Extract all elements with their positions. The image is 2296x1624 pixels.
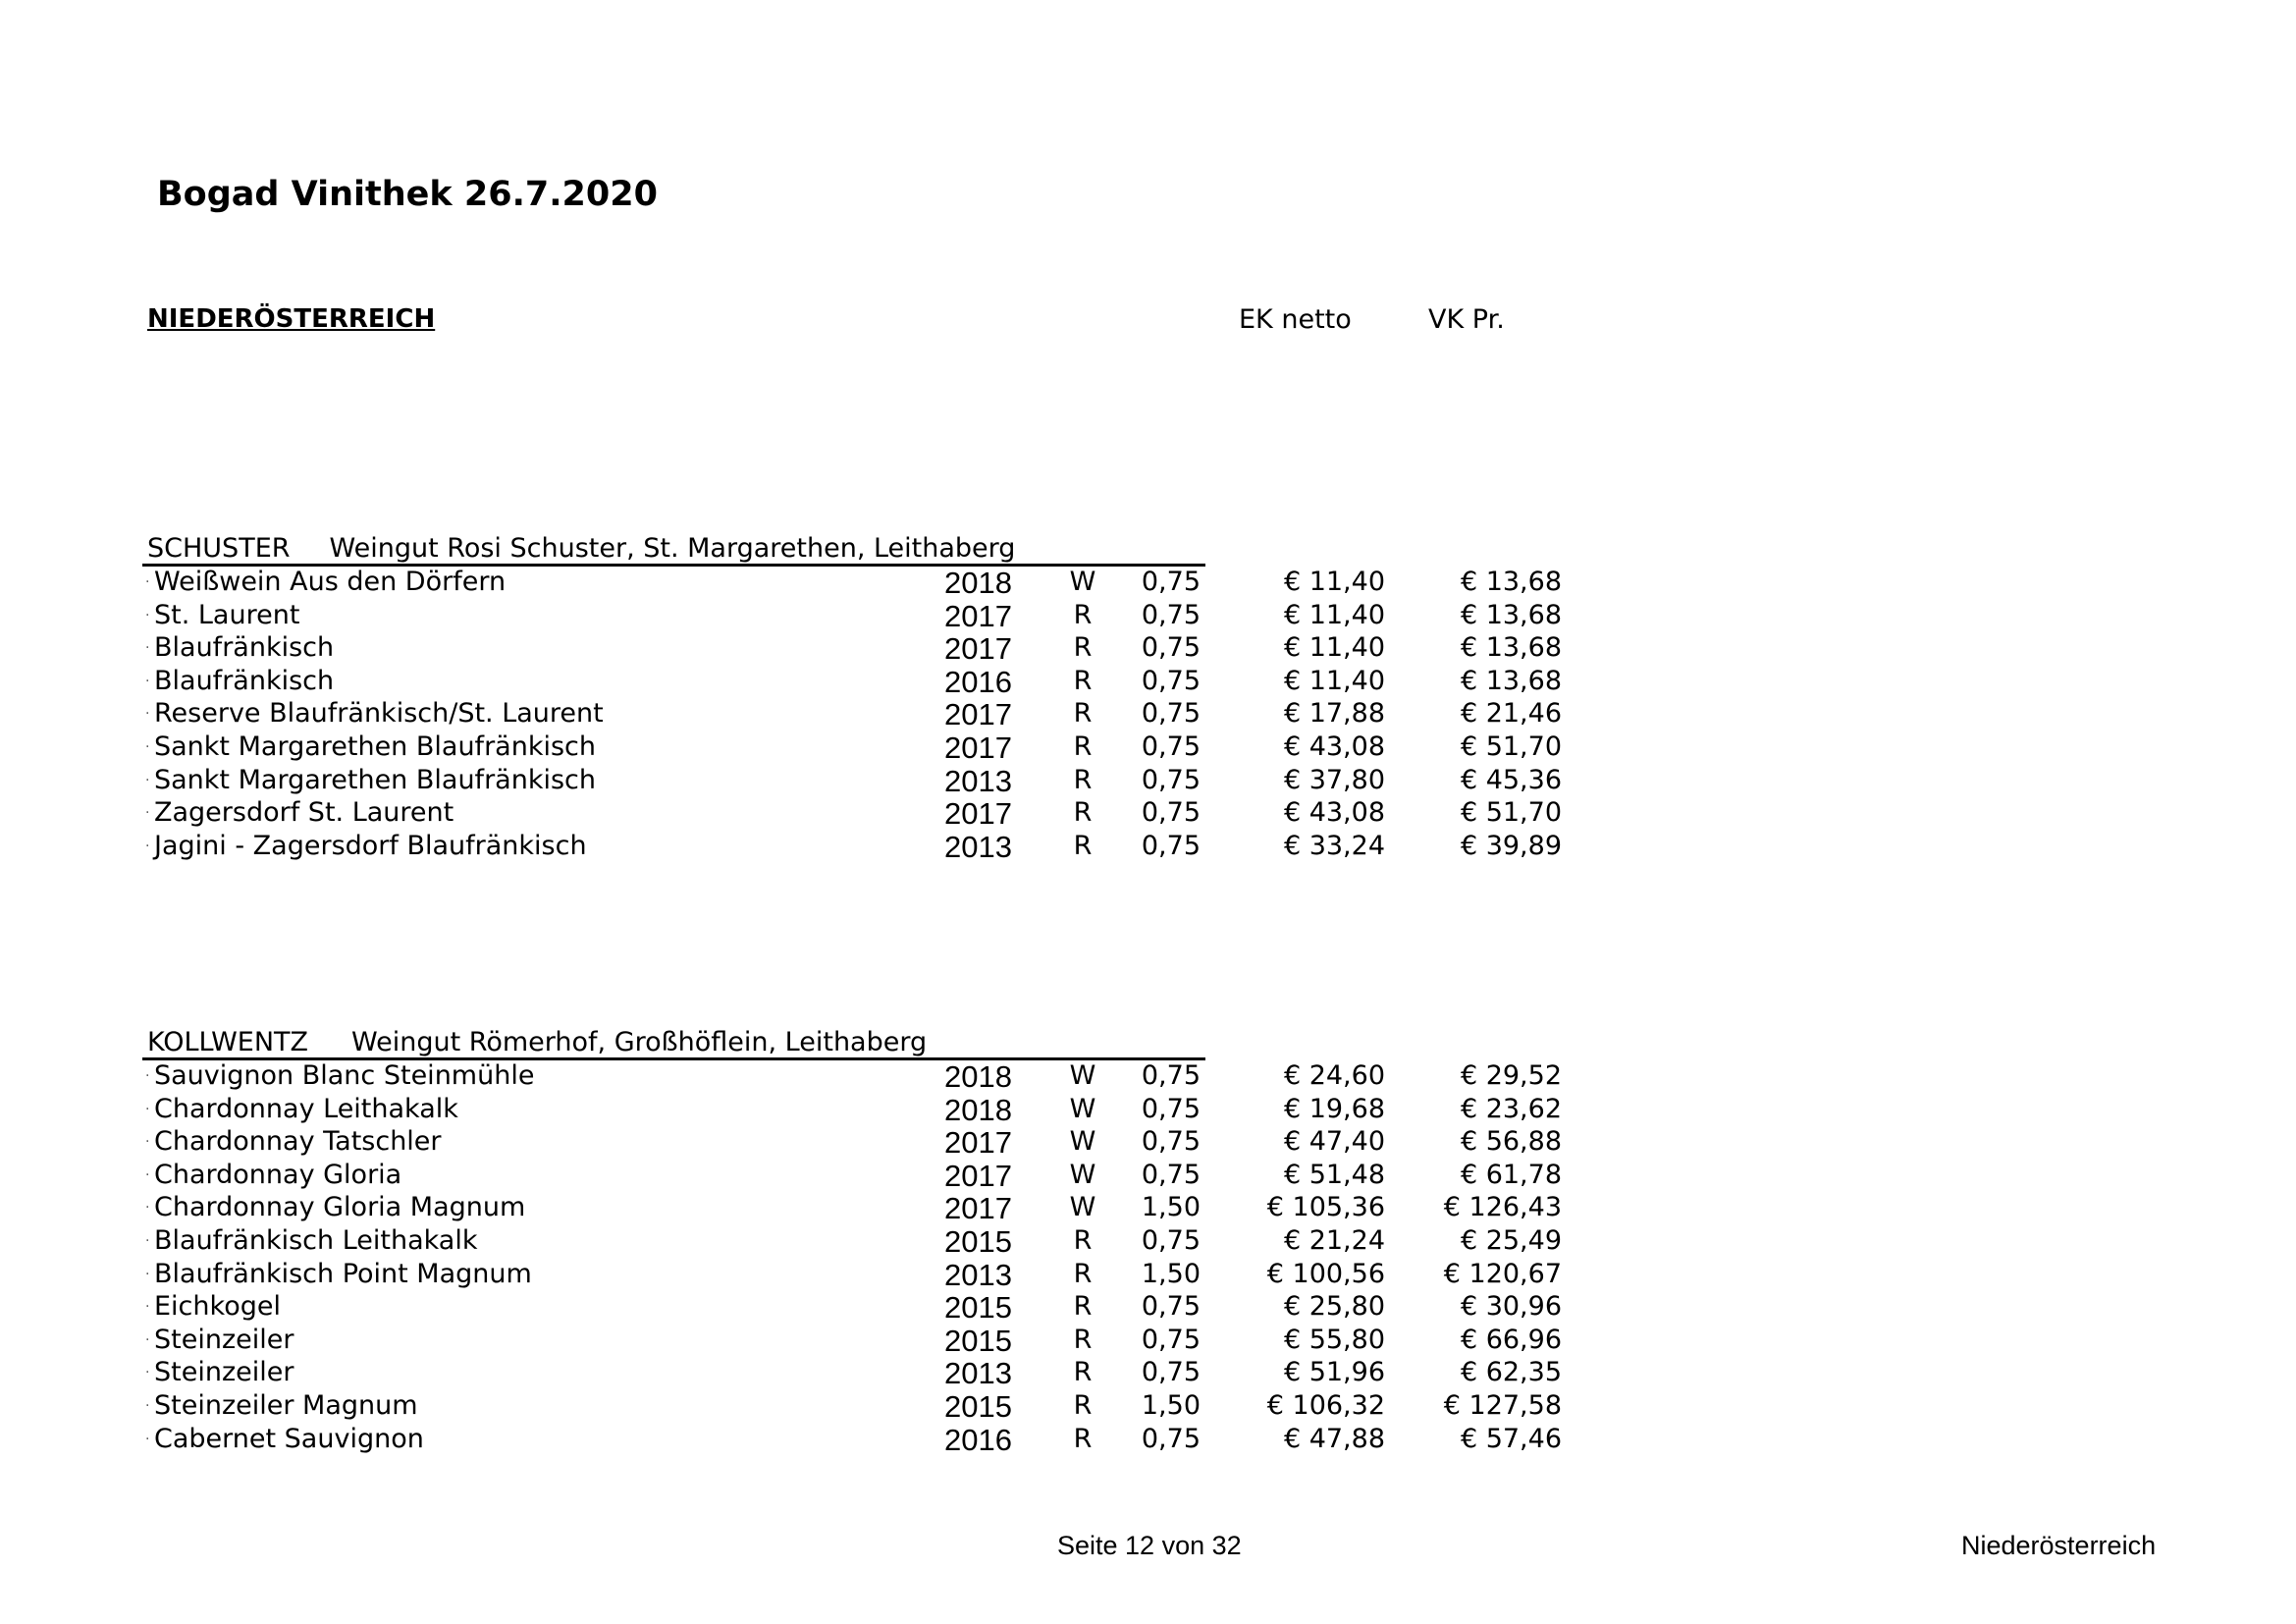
wine-volume: 0,75 bbox=[1141, 567, 1201, 597]
wine-row bbox=[0, 1291, 2296, 1325]
row-marker: · bbox=[145, 838, 150, 854]
wine-volume: 0,75 bbox=[1141, 698, 1201, 730]
wine-name: Blaufränkisch Point Magnum bbox=[154, 1258, 532, 1289]
wine-vk-price: € 25,49 bbox=[1460, 1225, 1562, 1256]
wine-row bbox=[0, 698, 2296, 731]
wine-row bbox=[0, 831, 2296, 864]
wine-row bbox=[0, 731, 2296, 765]
wine-type: W bbox=[1069, 1126, 1096, 1158]
wine-name: Eichkogel bbox=[154, 1291, 281, 1323]
wine-name: Sauvignon Blanc Steinmühle bbox=[154, 1060, 535, 1091]
wine-row bbox=[0, 1192, 2296, 1225]
wine-row bbox=[0, 1060, 2296, 1094]
row-marker: · bbox=[145, 1299, 150, 1316]
producer-name: KOLLWENTZ bbox=[147, 1027, 309, 1057]
wine-type: R bbox=[1073, 830, 1093, 861]
wine-vk-price: € 13,68 bbox=[1460, 632, 1562, 664]
column-header-ek-netto: EK netto bbox=[1239, 304, 1352, 335]
wine-type: W bbox=[1069, 1060, 1096, 1091]
wine-volume: 0,75 bbox=[1141, 1126, 1201, 1158]
row-marker: · bbox=[145, 1266, 150, 1282]
wine-vk-price: € 62,35 bbox=[1460, 1357, 1562, 1388]
wine-vk-price: € 61,78 bbox=[1460, 1159, 1562, 1190]
wine-row bbox=[0, 1325, 2296, 1358]
document-title: Bogad Vinithek 26.7.2020 bbox=[157, 175, 658, 214]
wine-type: R bbox=[1073, 1357, 1093, 1388]
wine-ek-netto: € 51,48 bbox=[1283, 1159, 1385, 1190]
wine-name: Steinzeiler Magnum bbox=[154, 1390, 418, 1421]
wine-volume: 0,75 bbox=[1141, 1291, 1201, 1323]
wine-volume: 0,75 bbox=[1141, 1159, 1201, 1190]
producer-name: SCHUSTER bbox=[147, 533, 291, 564]
wine-volume: 0,75 bbox=[1141, 1324, 1201, 1355]
wine-volume: 0,75 bbox=[1141, 797, 1201, 829]
wine-row bbox=[0, 1424, 2296, 1457]
wine-name: Blaufränkisch bbox=[154, 632, 335, 664]
wine-volume: 1,50 bbox=[1141, 1258, 1201, 1289]
wine-vintage: 2015 bbox=[944, 1290, 1012, 1326]
wine-vintage: 2018 bbox=[944, 1092, 1012, 1127]
wine-vk-price: € 23,62 bbox=[1460, 1093, 1562, 1124]
wine-name: Sankt Margarethen Blaufränkisch bbox=[154, 731, 596, 762]
wine-type: R bbox=[1073, 1390, 1093, 1421]
wine-vintage: 2018 bbox=[944, 566, 1012, 600]
row-marker: · bbox=[145, 1166, 150, 1183]
wine-vk-price: € 66,96 bbox=[1460, 1324, 1562, 1355]
wine-type: R bbox=[1073, 764, 1093, 795]
wine-volume: 0,75 bbox=[1141, 830, 1201, 861]
row-marker: · bbox=[145, 1365, 150, 1381]
wine-type: W bbox=[1069, 1192, 1096, 1223]
producer-description: Weingut Rosi Schuster, St. Margarethen, Leithaberg bbox=[329, 533, 1016, 564]
wine-vk-price: € 126,43 bbox=[1443, 1192, 1562, 1223]
wine-vk-price: € 57,46 bbox=[1460, 1423, 1562, 1454]
wine-type: R bbox=[1073, 665, 1093, 696]
wine-vintage: 2017 bbox=[944, 631, 1012, 667]
wine-row bbox=[0, 1126, 2296, 1160]
wine-name: Jagini - Zagersdorf Blaufränkisch bbox=[154, 830, 587, 861]
wine-vk-price: € 51,70 bbox=[1460, 731, 1562, 762]
wine-ek-netto: € 47,40 bbox=[1283, 1126, 1385, 1158]
row-marker: · bbox=[145, 706, 150, 723]
wine-row bbox=[0, 600, 2296, 633]
wine-ek-netto: € 24,60 bbox=[1283, 1060, 1385, 1091]
wine-vintage: 2017 bbox=[944, 1158, 1012, 1193]
wine-vintage: 2013 bbox=[944, 1356, 1012, 1391]
wine-vintage: 2016 bbox=[944, 664, 1012, 699]
wine-vk-price: € 13,68 bbox=[1460, 599, 1562, 630]
wine-vintage: 2015 bbox=[944, 1224, 1012, 1259]
wine-ek-netto: € 47,88 bbox=[1283, 1423, 1385, 1454]
wine-type: R bbox=[1073, 632, 1093, 664]
wine-vintage: 2018 bbox=[944, 1059, 1012, 1094]
wine-vintage: 2017 bbox=[944, 1191, 1012, 1226]
wine-row bbox=[0, 1225, 2296, 1259]
row-marker: · bbox=[145, 1331, 150, 1348]
wine-row bbox=[0, 765, 2296, 798]
wine-ek-netto: € 17,88 bbox=[1283, 698, 1385, 730]
wine-row bbox=[0, 1390, 2296, 1424]
wine-name: St. Laurent bbox=[154, 599, 300, 630]
wine-vintage: 2016 bbox=[944, 1422, 1012, 1457]
wine-vk-price: € 29,52 bbox=[1460, 1060, 1562, 1091]
wine-row bbox=[0, 632, 2296, 666]
wine-ek-netto: € 51,96 bbox=[1283, 1357, 1385, 1388]
wine-volume: 0,75 bbox=[1141, 599, 1201, 630]
wine-name: Zagersdorf St. Laurent bbox=[154, 797, 454, 829]
wine-name: Chardonnay Gloria bbox=[154, 1159, 402, 1190]
wine-row bbox=[0, 1357, 2296, 1390]
wine-volume: 0,75 bbox=[1141, 665, 1201, 696]
wine-type: R bbox=[1073, 1324, 1093, 1355]
row-marker: · bbox=[145, 739, 150, 755]
wine-name: Chardonnay Tatschler bbox=[154, 1126, 442, 1158]
wine-volume: 0,75 bbox=[1141, 1357, 1201, 1388]
wine-volume: 1,50 bbox=[1141, 1192, 1201, 1223]
wine-vintage: 2017 bbox=[944, 1125, 1012, 1161]
wine-vk-price: € 13,68 bbox=[1460, 665, 1562, 696]
row-marker: · bbox=[145, 640, 150, 657]
wine-type: R bbox=[1073, 731, 1093, 762]
wine-vk-price: € 13,68 bbox=[1460, 567, 1562, 597]
row-marker: · bbox=[145, 772, 150, 788]
wine-name: Weißwein Aus den Dörfern bbox=[154, 567, 507, 597]
wine-type: R bbox=[1073, 797, 1093, 829]
wine-vk-price: € 21,46 bbox=[1460, 698, 1562, 730]
row-marker: · bbox=[145, 1101, 150, 1117]
wine-row bbox=[0, 1259, 2296, 1292]
wine-vintage: 2013 bbox=[944, 829, 1012, 864]
producer-description: Weingut Römerhof, Großhöflein, Leithaberg bbox=[351, 1027, 928, 1057]
wine-vintage: 2013 bbox=[944, 1257, 1012, 1292]
row-marker: · bbox=[145, 805, 150, 822]
wine-type: R bbox=[1073, 1291, 1093, 1323]
wine-ek-netto: € 55,80 bbox=[1283, 1324, 1385, 1355]
wine-ek-netto: € 11,40 bbox=[1283, 567, 1385, 597]
wine-ek-netto: € 33,24 bbox=[1283, 830, 1385, 861]
wine-ek-netto: € 11,40 bbox=[1283, 665, 1385, 696]
row-marker: · bbox=[145, 607, 150, 623]
row-marker: · bbox=[145, 1233, 150, 1249]
producer-heading bbox=[147, 533, 1015, 564]
wine-name: Sankt Margarethen Blaufränkisch bbox=[154, 764, 596, 795]
wine-name: Chardonnay Leithakalk bbox=[154, 1093, 458, 1124]
wine-vk-price: € 39,89 bbox=[1460, 830, 1562, 861]
wine-ek-netto: € 25,80 bbox=[1283, 1291, 1385, 1323]
wine-vk-price: € 30,96 bbox=[1460, 1291, 1562, 1323]
wine-row bbox=[0, 797, 2296, 831]
wine-type: W bbox=[1069, 1093, 1096, 1124]
wine-type: R bbox=[1073, 1258, 1093, 1289]
wine-vk-price: € 56,88 bbox=[1460, 1126, 1562, 1158]
wine-vintage: 2015 bbox=[944, 1389, 1012, 1424]
row-marker: · bbox=[145, 1068, 150, 1084]
wine-ek-netto: € 106,32 bbox=[1266, 1390, 1385, 1421]
wine-volume: 0,75 bbox=[1141, 1060, 1201, 1091]
wine-type: W bbox=[1069, 567, 1096, 597]
wine-volume: 0,75 bbox=[1141, 731, 1201, 762]
wine-name: Reserve Blaufränkisch/St. Laurent bbox=[154, 698, 604, 730]
wine-ek-netto: € 100,56 bbox=[1266, 1258, 1385, 1289]
wine-type: R bbox=[1073, 1423, 1093, 1454]
wine-volume: 1,50 bbox=[1141, 1390, 1201, 1421]
row-marker: · bbox=[145, 1134, 150, 1151]
wine-ek-netto: € 11,40 bbox=[1283, 599, 1385, 630]
wine-volume: 0,75 bbox=[1141, 1225, 1201, 1256]
row-marker: · bbox=[145, 1398, 150, 1414]
wine-type: R bbox=[1073, 698, 1093, 730]
wine-vintage: 2013 bbox=[944, 763, 1012, 798]
wine-vk-price: € 120,67 bbox=[1443, 1258, 1562, 1289]
wine-volume: 0,75 bbox=[1141, 764, 1201, 795]
row-marker: · bbox=[145, 1200, 150, 1217]
wine-name: Chardonnay Gloria Magnum bbox=[154, 1192, 526, 1223]
wine-vintage: 2017 bbox=[944, 598, 1012, 633]
wine-vk-price: € 51,70 bbox=[1460, 797, 1562, 829]
wine-vintage: 2017 bbox=[944, 697, 1012, 732]
region-heading: NIEDERÖSTERREICH bbox=[147, 304, 436, 334]
wine-vk-price: € 127,58 bbox=[1443, 1390, 1562, 1421]
wine-ek-netto: € 19,68 bbox=[1283, 1093, 1385, 1124]
column-header-vk-price: VK Pr. bbox=[1428, 304, 1505, 335]
wine-ek-netto: € 21,24 bbox=[1283, 1225, 1385, 1256]
wine-vintage: 2017 bbox=[944, 796, 1012, 832]
wine-ek-netto: € 43,08 bbox=[1283, 731, 1385, 762]
wine-ek-netto: € 37,80 bbox=[1283, 764, 1385, 795]
wine-row bbox=[0, 1094, 2296, 1127]
footer-section-name: Niederösterreich bbox=[1961, 1531, 2157, 1560]
wine-name: Blaufränkisch bbox=[154, 665, 335, 696]
wine-type: R bbox=[1073, 1225, 1093, 1256]
wine-name: Cabernet Sauvignon bbox=[154, 1423, 424, 1454]
producer-heading bbox=[147, 1027, 927, 1057]
wine-row bbox=[0, 1160, 2296, 1193]
row-marker: · bbox=[145, 1431, 150, 1447]
wine-name: Steinzeiler bbox=[154, 1357, 294, 1388]
wine-volume: 0,75 bbox=[1141, 632, 1201, 664]
wine-vk-price: € 45,36 bbox=[1460, 764, 1562, 795]
wine-name: Steinzeiler bbox=[154, 1324, 294, 1355]
wine-ek-netto: € 105,36 bbox=[1266, 1192, 1385, 1223]
row-marker: · bbox=[145, 574, 150, 590]
wine-volume: 0,75 bbox=[1141, 1093, 1201, 1124]
wine-type: R bbox=[1073, 599, 1093, 630]
wine-vintage: 2017 bbox=[944, 731, 1012, 765]
wine-name: Blaufränkisch Leithakalk bbox=[154, 1225, 478, 1256]
wine-row bbox=[0, 666, 2296, 699]
wine-volume: 0,75 bbox=[1141, 1423, 1201, 1454]
wine-vintage: 2015 bbox=[944, 1323, 1012, 1358]
wine-ek-netto: € 11,40 bbox=[1283, 632, 1385, 664]
row-marker: · bbox=[145, 673, 150, 689]
wine-row bbox=[0, 567, 2296, 600]
page-number: Seite 12 von 32 bbox=[1057, 1531, 1242, 1560]
wine-type: W bbox=[1069, 1159, 1096, 1190]
wine-ek-netto: € 43,08 bbox=[1283, 797, 1385, 829]
